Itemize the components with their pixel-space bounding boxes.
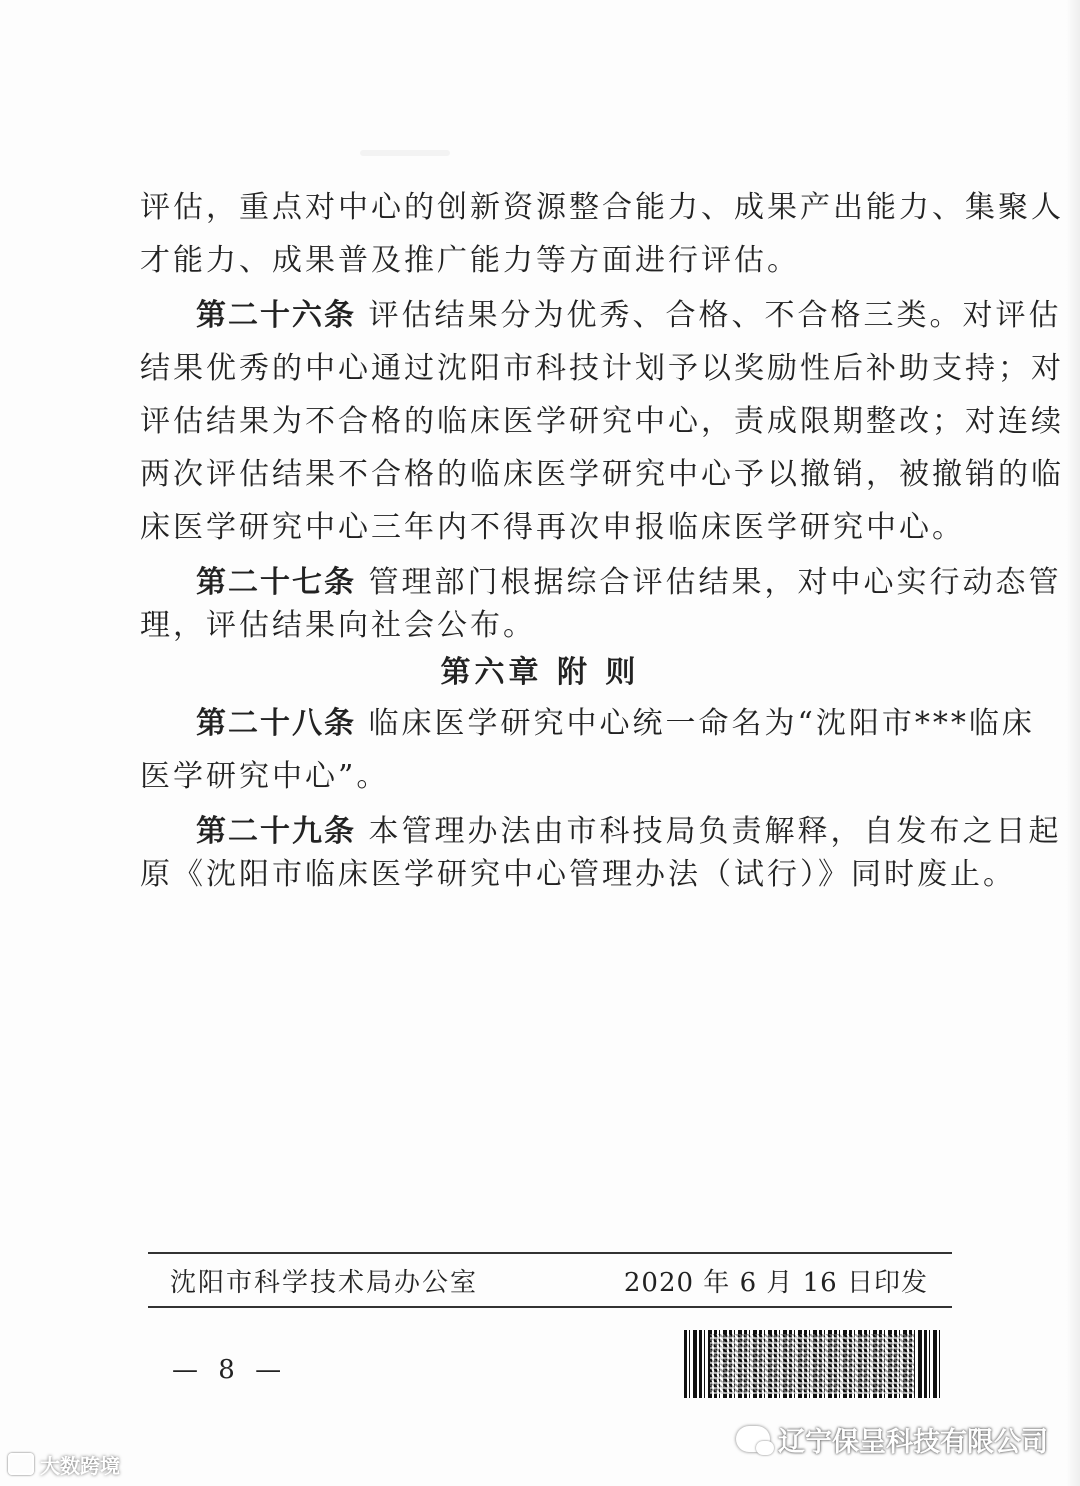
page-edge-shadow [1066, 0, 1080, 1486]
faint-mark [360, 150, 450, 156]
body-line-text: 理，评估结果向社会公布。 [140, 608, 536, 643]
article-heading: 第二十九条 [196, 814, 356, 849]
barcode-pattern [710, 1334, 914, 1394]
body-line-text: 评估，重点对中心的创新资源整合能力、成果产出能力、集聚人 [140, 190, 1064, 225]
body-line-6 [140, 449, 1064, 502]
page-number: — 8 — [172, 1355, 288, 1385]
body-line-text: 才能力、成果普及推广能力等方面进行评估。 [140, 243, 800, 278]
body-line-text: 管理部门根据综合评估结果，对中心实行动态管 [356, 565, 1062, 600]
issue-date: 2020 年 6 月 16 日印发 [623, 1268, 928, 1298]
body-line-9 [140, 600, 940, 653]
barcode [684, 1330, 940, 1398]
article-heading: 第二十七条 [196, 565, 356, 600]
chapter-title: 第六章 附 则 [440, 655, 640, 690]
body-line-text: 评估结果分为优秀、合格、不合格三类。对评估 [356, 298, 1062, 333]
footer-rule-bottom [148, 1306, 952, 1308]
article-26 [196, 290, 1062, 343]
body-line-4 [140, 343, 1064, 396]
body-line-5 [140, 396, 1064, 449]
body-line-text: 评估结果为不合格的临床医学研究中心，责成限期整改；对连续 [140, 404, 1064, 439]
body-line-text: 结果优秀的中心通过沈阳市科技计划予以奖励性后补助支持；对 [140, 351, 1064, 386]
body-line-text: 原《沈阳市临床医学研究中心管理办法（试行）》同时废止。 [140, 857, 1016, 892]
body-line-7 [140, 502, 965, 555]
body-line-2 [140, 235, 940, 288]
article-heading: 第二十八条 [196, 706, 356, 741]
article-heading: 第二十六条 [196, 298, 356, 333]
footer-rule-top [148, 1252, 952, 1254]
article-28 [196, 698, 1035, 751]
brand-name: 大数跨境 [40, 1453, 120, 1478]
body-line-text: 临床医学研究中心统一命名为“沈阳市***临床 [356, 706, 1035, 741]
body-line-text: 本管理办法由市科技局负责解释，自发布之日起 [356, 814, 1062, 849]
body-line-text: 医学研究中心”。 [140, 759, 390, 794]
wechat-icon [736, 1426, 770, 1452]
body-line-1 [140, 182, 1064, 235]
body-line-11 [140, 751, 940, 804]
brand-icon [8, 1453, 34, 1475]
brand-watermark [8, 1450, 120, 1478]
watermark [736, 1419, 1048, 1459]
account-name: 辽宁保呈科技有限公司 [778, 1426, 1048, 1458]
issuer-name: 沈阳市科学技术局办公室 [170, 1268, 479, 1298]
body-line-13 [140, 849, 1016, 902]
body-line-text: 床医学研究中心三年内不得再次申报临床医学研究中心。 [140, 510, 965, 545]
body-line-text: 两次评估结果不合格的临床医学研究中心予以撤销，被撤销的临 [140, 457, 1064, 492]
